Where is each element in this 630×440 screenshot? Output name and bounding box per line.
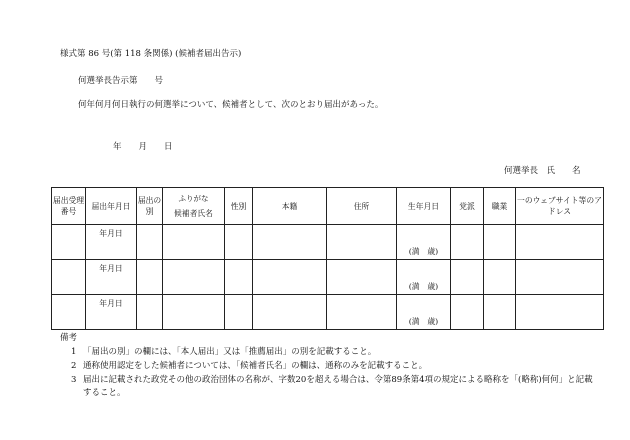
header-address: 住所	[327, 188, 397, 225]
cell-birth-date[interactable]	[397, 260, 451, 295]
cell-receipt-no[interactable]	[52, 225, 86, 260]
header-candidate-name	[163, 188, 225, 225]
table-row	[52, 260, 604, 295]
cell-party[interactable]	[451, 260, 484, 295]
age-value: (満 歳)	[408, 317, 439, 326]
age-value: (満 歳)	[408, 282, 439, 291]
cell-birth-date[interactable]	[397, 225, 451, 260]
note-number: 1	[71, 347, 77, 357]
cell-address[interactable]	[327, 225, 397, 260]
header-occupation: 職業	[484, 188, 516, 225]
cell-domicile[interactable]	[253, 260, 327, 295]
cell-filing-date[interactable]	[86, 295, 137, 330]
header-party: 党派	[451, 188, 484, 225]
cell-web-address[interactable]	[516, 260, 604, 295]
notes-list	[71, 346, 601, 401]
filing-date-value: 年月日	[99, 264, 123, 273]
cell-web-address[interactable]	[516, 225, 604, 260]
note-item	[71, 346, 601, 359]
header-gender: 性別	[225, 188, 253, 225]
form-title: 様式第 86 号(第 118 条関係) (候補者届出告示)	[60, 49, 242, 59]
cell-gender[interactable]	[225, 260, 253, 295]
header-furigana: ふりがな	[178, 194, 209, 203]
cell-occupation[interactable]	[484, 295, 516, 330]
cell-occupation[interactable]	[484, 225, 516, 260]
cell-party[interactable]	[451, 225, 484, 260]
note-item	[71, 360, 601, 373]
cell-filing-type[interactable]	[137, 260, 163, 295]
cell-birth-date[interactable]	[397, 295, 451, 330]
header-candidate-name-label: 候補者氏名	[174, 209, 213, 218]
cell-candidate-name[interactable]	[163, 225, 225, 260]
cell-domicile[interactable]	[253, 295, 327, 330]
cell-receipt-no[interactable]	[52, 295, 86, 330]
cell-address[interactable]	[327, 260, 397, 295]
note-text: 「届出の別」の欄には、「本人届出」又は「推薦届出」の別を記載すること。	[83, 347, 377, 357]
intro-text: 何年何月何日執行の何選挙について、候補者として、次のとおり届出があった。	[78, 100, 384, 110]
note-number: 2	[71, 361, 77, 371]
cell-filing-date[interactable]	[86, 225, 137, 260]
cell-filing-type[interactable]	[137, 225, 163, 260]
candidate-notice-table	[51, 187, 604, 330]
notes-heading: 備考	[60, 333, 78, 343]
date-line: 年 月 日	[113, 142, 173, 152]
cell-receipt-no[interactable]	[52, 260, 86, 295]
cell-filing-date[interactable]	[86, 260, 137, 295]
cell-web-address[interactable]	[516, 295, 604, 330]
notice-number: 何選挙長告示第 号	[78, 76, 164, 86]
cell-address[interactable]	[327, 295, 397, 330]
header-receipt-no: 届出受理番号	[52, 188, 86, 225]
cell-filing-type[interactable]	[137, 295, 163, 330]
header-birth-date: 生年月日	[397, 188, 451, 225]
cell-gender[interactable]	[225, 295, 253, 330]
table-row	[52, 225, 604, 260]
age-value: (満 歳)	[408, 247, 439, 256]
note-item	[71, 374, 601, 400]
cell-occupation[interactable]	[484, 260, 516, 295]
cell-candidate-name[interactable]	[163, 295, 225, 330]
note-number: 3	[71, 375, 77, 385]
note-text: 通称使用認定をした候補者については、「候補者氏名」の欄は、通称のみを記載すること。	[83, 361, 428, 371]
table-row	[52, 295, 604, 330]
header-filing-type: 届出の別	[137, 188, 163, 225]
filing-date-value: 年月日	[99, 299, 123, 308]
header-filing-date: 届出年月日	[86, 188, 137, 225]
header-web-address: 一のウェブサイト等のアドレス	[516, 188, 604, 225]
filing-date-value: 年月日	[99, 229, 123, 238]
cell-party[interactable]	[451, 295, 484, 330]
cell-gender[interactable]	[225, 225, 253, 260]
header-domicile: 本籍	[253, 188, 327, 225]
cell-domicile[interactable]	[253, 225, 327, 260]
cell-candidate-name[interactable]	[163, 260, 225, 295]
note-text: 届出に記載された政党その他の政治団体の名称が、字数20を超える場合は、令第89条第4項の規定による略称を「(略称)何何」と記載すること。	[83, 375, 593, 398]
header-row	[52, 188, 604, 225]
signature-line: 何選挙長 氏 名	[504, 166, 581, 176]
